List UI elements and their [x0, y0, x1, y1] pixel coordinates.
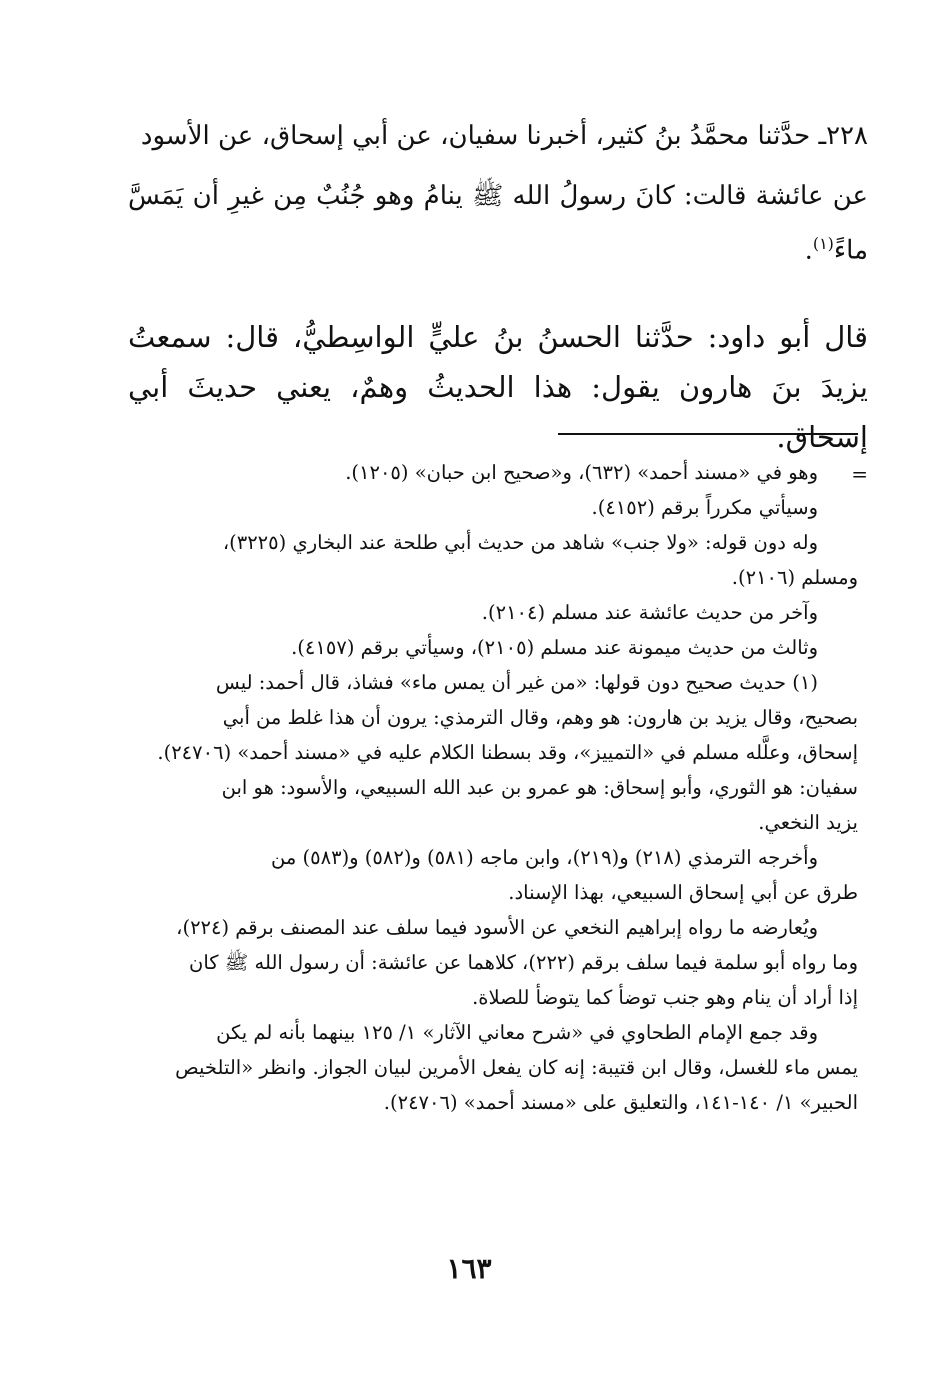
- footnote-line: وسيأتي مكرراً برقم (٤١٥٢).: [591, 496, 818, 519]
- footnote-line: ومسلم (٢١٠٦).: [731, 566, 858, 589]
- footnote-line: وما رواه أبو سلمة فيما سلف برقم (٢٢٢)، كلاهما عن عائشة: أن رسول الله ﷺ كان: [189, 951, 858, 974]
- footnote-line: ويُعارضه ما رواه إبراهيم النخعي عن الأسود فيما سلف عند المصنف برقم (٢٢٤)،: [176, 916, 818, 939]
- abu-dawud-comment: [128, 312, 868, 462]
- footnote-line: سفيان: هو الثوري، وأبو إسحاق: هو عمرو بن عبد الله السبيعي، والأسود: هو ابن: [221, 776, 858, 799]
- hadith-228-text: [128, 112, 868, 275]
- footnote-line: إذا أراد أن ينام وهو جنب توضأ كما يتوضأ للصلاة.: [472, 986, 858, 1009]
- footnote-line: يمس ماء للغسل، وقال ابن قتيبة: إنه كان يفعل الأمرين لبيان الجواز. وانظر «التلخيص: [175, 1056, 858, 1079]
- footnote-line: إسحاق، وعلَّله مسلم في «التمييز»، وقد بسطنا الكلام عليه في «مسند أحمد» (٢٤٧٠٦).: [157, 741, 858, 764]
- footnote-line: وله دون قوله: «ولا جنب» شاهد من حديث أبي طلحة عند البخاري (٣٢٢٥)،: [222, 531, 818, 554]
- footnote-line: وأخرجه الترمذي (٢١٨) و(٢١٩)، وابن ماجه (٥٨١) و(٥٨٢) و(٥٨٣) من: [271, 846, 818, 869]
- footnote-separator: [558, 433, 858, 435]
- hadith-line: يَمَسَّ ماءً: [128, 181, 868, 266]
- footnote-line: الحبير» ١/ ١٤٠-١٤١، والتعليق على «مسند أحمد» (٢٤٧٠٦).: [383, 1091, 858, 1114]
- hadith-line: ٢٢٨ـ حدَّثنا محمَّدُ بنُ كثير، أخبرنا سفيان، عن أبي إسحاق، عن الأسود: [140, 121, 868, 151]
- footnotes-block: [130, 455, 858, 1120]
- comment-line: قال أبو داود: حدَّثنا الحسنُ بنُ عليٍّ الواسِطيُّ، قال: سمعتُ: [128, 320, 868, 354]
- comment-line: يزيدَ بنَ هارون يقول: هذا الحديثُ وهمٌ، يعني حديثَ أبي إسحاق.: [128, 370, 868, 454]
- footnote-line: بصحيح، وقال يزيد بن هارون: هو وهم، وقال الترمذي: يرون أن هذا غلط من أبي: [222, 706, 858, 729]
- continuation-mark: =: [851, 462, 868, 486]
- footnote-reference: (١): [812, 234, 834, 253]
- footnote-line: وهو في «مسند أحمد» (٦٣٢)، و«صحيح ابن حبان» (١٢٠٥).: [345, 461, 818, 484]
- footnote-line: طرق عن أبي إسحاق السبيعي، بهذا الإسناد.: [508, 881, 858, 904]
- footnote-line: وقد جمع الإمام الطحاوي في «شرح معاني الآثار» ١/ ١٢٥ بينهما بأنه لم يكن: [216, 1021, 818, 1044]
- footnote-line: (١) حديث صحيح دون قولها: «من غير أن يمس ماء» فشاذ، قال أحمد: ليس: [215, 671, 818, 694]
- footnote-line: وآخر من حديث عائشة عند مسلم (٢١٠٤).: [481, 601, 818, 624]
- hadith-end-mark: .: [804, 235, 813, 266]
- footnote-line: وثالث من حديث ميمونة عند مسلم (٢١٠٥)، وسيأتي برقم (٤١٥٧).: [291, 636, 818, 659]
- hadith-line: عن عائشة قالت: كانَ رسولُ الله ﷺ ينامُ وهو جُنُبٌ مِن غيرِ أن: [192, 181, 868, 211]
- page-number: ١٦٣: [446, 1252, 492, 1285]
- footnote-line: يزيد النخعي.: [758, 811, 858, 834]
